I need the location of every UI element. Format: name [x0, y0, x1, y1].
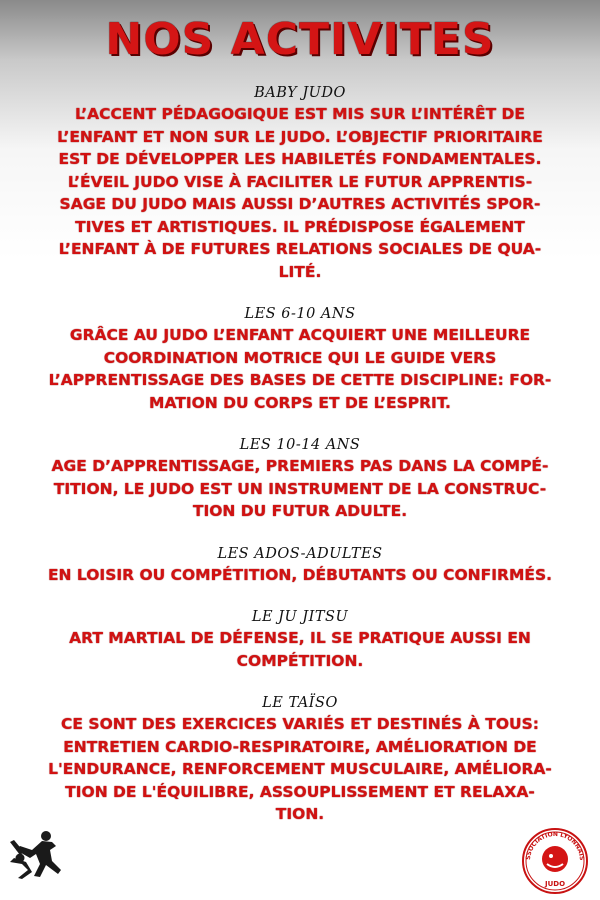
judoka-silhouette-icon — [6, 828, 64, 880]
section-text: L’ACCENT PÉDAGOGIQUE EST MIS SUR L’INTÉRÊT DE L’ENFANT ET NON SUR LE JUDO. L’OBJECTIF PRIORITAIRE EST DE DÉVELOPPER LES HABILETÉS FONDAMENTALES. L’ÉVEIL JUDO VISE À FACILITER LE FUTUR APPRENTIS- SAGE DU JUDO MAIS AUSSI D’AUTRES ACTIVITÉS SPOR- TIVES ET ARTISTIQUES. IL PRÉDISPOSE ÉGALEMENT L’ENFANT À DE FUTURES RELATIONS SOCIALES DE QUA- LITÉ. — [57, 105, 543, 281]
section-6-10-ans — [20, 305, 580, 414]
section-baby-judo — [20, 84, 580, 283]
section-ados-adultes — [20, 545, 580, 587]
section-ju-jitsu — [20, 608, 580, 672]
section-text: CE SONT DES EXERCICES VARIÉS ET DESTINÉS À TOUS: ENTRETIEN CARDIO-RESPIRATOIRE, AMÉLIORATION DE L'ENDURANCE, RENFORCEMENT MUSCULAIRE, AMÉLIORA- TION DE L'ÉQUILIBRE, ASSOUPLISSEMENT ET RELAXA- TION. — [48, 715, 552, 823]
section-heading: LE TAÏSO — [262, 695, 338, 711]
section-text: GRÂCE AU JUDO L’ENFANT ACQUIERT UNE MEILLEURE COORDINATION MOTRICE QUI LE GUIDE VERS L’APPRENTISSAGE DES BASES DE CETTE DISCIPLINE: FOR- MATION DU CORPS ET DE L’ESPRIT. — [48, 326, 552, 412]
section-taiso — [20, 694, 580, 826]
section-text: ART MARTIAL DE DÉFENSE, IL SE PRATIQUE AUSSI EN COMPÉTITION. — [69, 629, 531, 670]
section-10-14-ans — [20, 436, 580, 523]
section-text: AGE D’APPRENTISSAGE, PREMIERS PAS DANS LA COMPÉ- TITION, LE JUDO EST UN INSTRUMENT DE LA CONSTRUC- TION DU FUTUR ADULTE. — [51, 457, 549, 520]
logo-ring-text: SSOCIATION LYONNAIS — [524, 830, 586, 861]
section-heading: LES 10-14 ANS — [239, 437, 361, 453]
section-text: EN LOISIR OU COMPÉTITION, DÉBUTANTS OU CONFIRMÉS. — [47, 565, 553, 584]
section-heading: LES 6-10 ANS — [244, 306, 356, 322]
section-heading: LE JU JITSU — [251, 609, 349, 625]
section-heading: LES ADOS-ADULTES — [217, 545, 383, 562]
logo-bottom-text: JUDO — [544, 880, 566, 888]
club-logo — [520, 826, 590, 896]
page-title: NOS ACTIVITES — [105, 14, 495, 65]
section-heading: BABY JUDO — [254, 85, 346, 101]
activities-list — [20, 84, 580, 848]
